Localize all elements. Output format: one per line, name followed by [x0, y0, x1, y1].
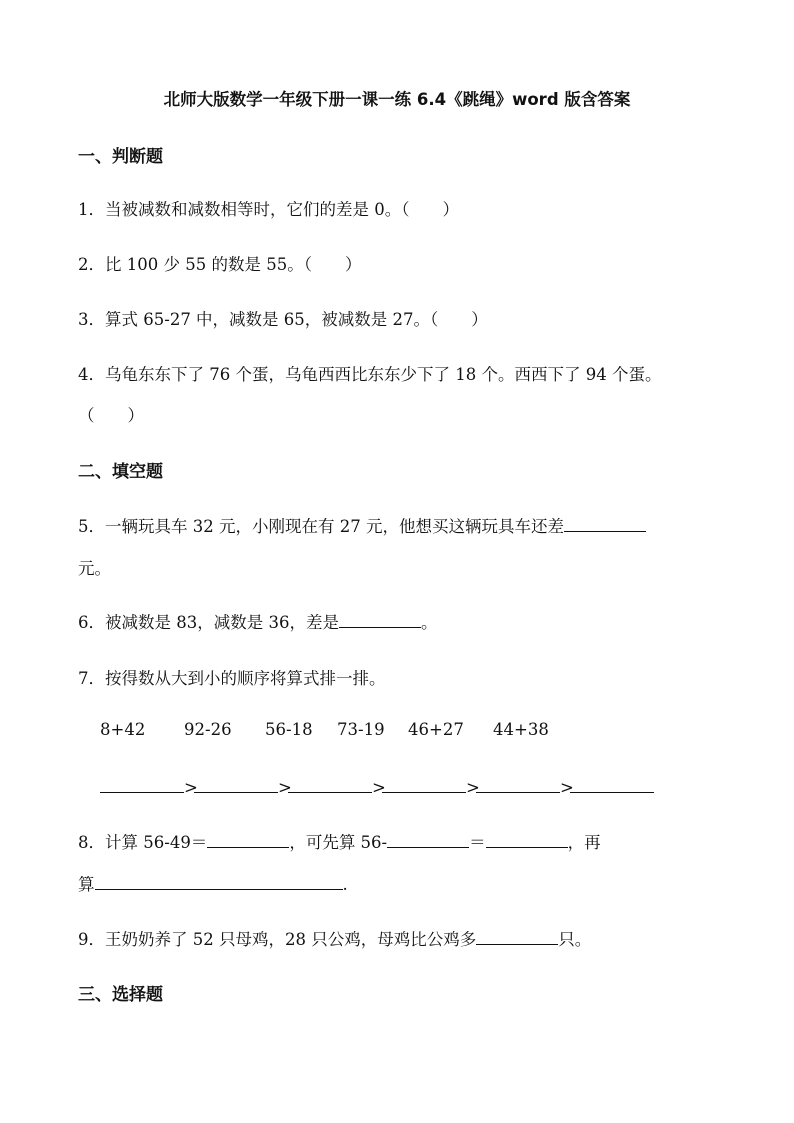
question-text: 算式 65-27 中，减数是 65，被减数是 27。（ ） — [105, 310, 488, 329]
question-1 — [78, 196, 459, 220]
answer-blank[interactable] — [486, 829, 568, 848]
question-number: 5． — [78, 517, 105, 536]
greater-than-sign: > — [372, 778, 386, 797]
question-text: ，再 — [567, 833, 601, 852]
expression: 8+42 — [100, 720, 146, 739]
expression: 46+27 — [408, 720, 464, 739]
question-number: 6． — [78, 613, 105, 632]
question-number: 4． — [78, 365, 105, 384]
ordering-answer-row — [100, 774, 654, 797]
answer-blank[interactable] — [476, 926, 558, 945]
question-text: ，可先算 56- — [289, 833, 388, 852]
question-number: 7． — [78, 669, 105, 688]
question-6 — [78, 609, 437, 633]
question-text: 按得数从大到小的顺序将算式排一排。 — [105, 669, 386, 688]
greater-than-sign: > — [184, 778, 198, 797]
question-text: ＝ — [469, 833, 486, 852]
question-text: 乌龟东东下了 76 个蛋，乌龟西西比东东少下了 18 个。西西下了 94 个蛋。 — [105, 365, 662, 384]
question-text: 被减数是 83，减数是 36，差是 — [105, 613, 339, 632]
question-2 — [78, 251, 361, 275]
section-heading-multiple-choice: 三、选择题 — [78, 985, 163, 1005]
expression: 73-19 — [337, 720, 385, 739]
answer-blank[interactable] — [288, 774, 372, 793]
expression: 92-26 — [184, 720, 232, 739]
greater-than-sign: > — [560, 778, 574, 797]
question-5 — [78, 513, 646, 537]
greater-than-sign: > — [278, 778, 292, 797]
answer-blank[interactable] — [100, 774, 184, 793]
question-end: 。 — [420, 613, 438, 632]
answer-blank[interactable] — [382, 774, 466, 793]
expression: 56-18 — [265, 720, 313, 739]
question-8-continuation — [78, 871, 348, 895]
question-end: . — [342, 875, 348, 894]
question-text: 一辆玩具车 32 元，小刚现在有 27 元，他想买这辆玩具车还差 — [105, 517, 564, 536]
question-text: 王奶奶养了 52 只母鸡，28 只公鸡，母鸡比公鸡多 — [105, 930, 477, 949]
question-3 — [78, 306, 488, 330]
question-number: 8． — [78, 833, 105, 852]
greater-than-sign: > — [466, 778, 480, 797]
question-text: 当被减数和减数相等时，它们的差是 0。（ ） — [105, 200, 459, 219]
question-8 — [78, 829, 601, 853]
document-title: 北师大版数学一年级下册一课一练 6.4《跳绳》word 版含答案 — [163, 90, 631, 109]
answer-blank[interactable] — [564, 513, 646, 532]
question-4-answer-parens: （ ） — [78, 406, 144, 425]
answer-blank[interactable] — [339, 609, 421, 628]
answer-blank[interactable] — [570, 774, 654, 793]
section-heading-fill-blank: 二、填空题 — [78, 462, 163, 482]
answer-blank[interactable] — [194, 774, 278, 793]
answer-blank[interactable] — [95, 871, 343, 890]
answer-blank[interactable] — [207, 829, 289, 848]
question-9 — [78, 926, 591, 950]
expression: 44+38 — [493, 720, 549, 739]
question-text: 算 — [78, 875, 95, 894]
question-text: 比 100 少 55 的数是 55。（ ） — [105, 255, 362, 274]
answer-blank[interactable] — [476, 774, 560, 793]
question-end: 只。 — [558, 930, 592, 949]
section-heading-judgment: 一、判断题 — [78, 147, 163, 167]
question-number: 2． — [78, 255, 105, 274]
question-4 — [78, 361, 661, 385]
question-number: 3． — [78, 310, 105, 329]
question-5-continuation: 元。 — [78, 559, 111, 578]
question-7 — [78, 665, 386, 689]
question-number: 9． — [78, 930, 105, 949]
question-text: 计算 56-49＝ — [105, 833, 208, 852]
question-number: 1． — [78, 200, 105, 219]
answer-blank[interactable] — [387, 829, 469, 848]
